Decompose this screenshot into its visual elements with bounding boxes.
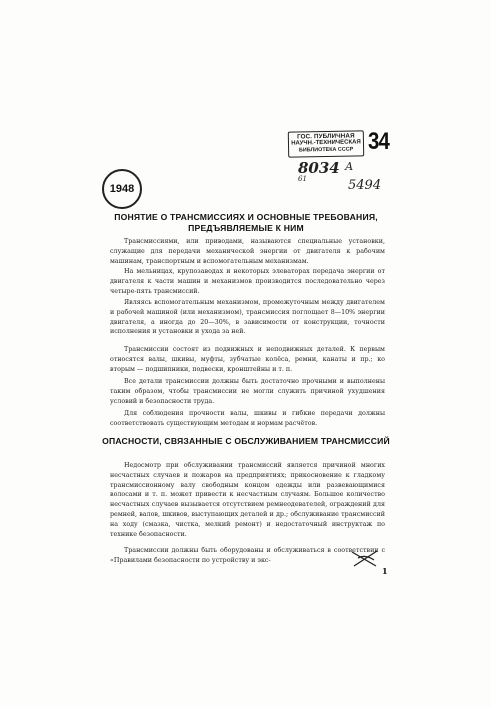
stamp-line-3: БИБЛИОТЕКА СССР	[298, 146, 354, 154]
section-1-heading: ПОНЯТИЕ О ТРАНСМИССИЯХ И ОСНОВНЫЕ ТРЕБОВАНИЯ, ПРЕДЪЯВЛЯЕМЫЕ К НИМ	[114, 212, 378, 233]
page-number: 1	[382, 566, 388, 576]
section-1-paragraph-3: Являясь вспомогательным механизмом, промежуточным между двигателем и рабочей машиной (или механизмом), трансмиссия поглощает 8—10% энергии двигателя, а иногда до 20—30%, в зависимости от конструкции, точности исполнения и установки и ухода за ней.	[110, 299, 385, 336]
ink-scribble	[350, 548, 380, 570]
year-badge: 1948	[102, 169, 142, 209]
section-1-paragraph-4: Трансмиссии состоят из подвижных и неподвижных деталей. К первым относятся валы, шкивы, муфты, зубчатые колёса, ремни, канаты и пр.; ко вторым — подшипники, подвески, кронштейны и т. п.	[110, 346, 385, 373]
handwritten-code: 5494	[348, 178, 382, 193]
section-2-heading: ОПАСНОСТИ, СВЯЗАННЫЕ С ОБСЛУЖИВАНИЕМ ТРАНСМИССИЙ	[102, 436, 390, 446]
catalog-number: 34	[368, 128, 389, 155]
library-stamp	[288, 130, 364, 157]
section-1-paragraph-2: На мельницах, крупозаводах и некоторых элеваторах передача энергии от двигателя к части машин и механизмов производится последовательно через четыре-пять трансмиссий.	[110, 268, 385, 295]
handwritten-mark: А	[345, 160, 354, 173]
section-1-paragraph-5: Все детали трансмиссии должны быть достаточно прочными и выполнены таким образом, чтобы трансмиссии не могли служить причиной ухудшения условий и безопасности труда.	[110, 378, 385, 405]
handwritten-inventory-sub: 61	[298, 175, 307, 183]
stamp-line-2: НАУЧН.-ТЕХНИЧЕСКАЯ	[291, 139, 361, 147]
handwritten-inventory: 8034	[298, 159, 340, 177]
section-1-paragraph-1: Трансмиссиями, или приводами, называются специальные установки, служащие для передачи механической энергии от двигателя к рабочим машинам, транспортным и вспомогательным механизмам.	[110, 238, 385, 265]
section-2-paragraph-2: Трансмиссии должны быть оборудованы и обслуживаться в соответствии с «Правилами безопасности по устройству и экс-	[110, 547, 385, 564]
section-2-paragraph-1: Недосмотр при обслуживании трансмиссий является причиной многих несчастных случаев и пожаров на предприятиях; прикосновение к гладкому трансмиссионному валу свободным концом одежды или развевающимися волосами и т. п. может привести к несчастным случаям. Большое количество несчастных случаев вызывается отсутствием ремнеодевателей, ограждений для ремней, валов, шкивов, выступающих деталей и др.; обслуживание трансмиссий на ходу (смазка, чистка, мелкий ремонт) и недостаточный инструктаж по технике безопасности.	[110, 462, 385, 538]
stamp-line-1: ГОС. ПУБЛИЧНАЯ	[296, 132, 355, 141]
section-1-paragraph-6: Для соблюдения прочности валы, шкивы и гибкие передачи должны соответствовать существующим методам и нормам расчётов.	[110, 410, 385, 427]
